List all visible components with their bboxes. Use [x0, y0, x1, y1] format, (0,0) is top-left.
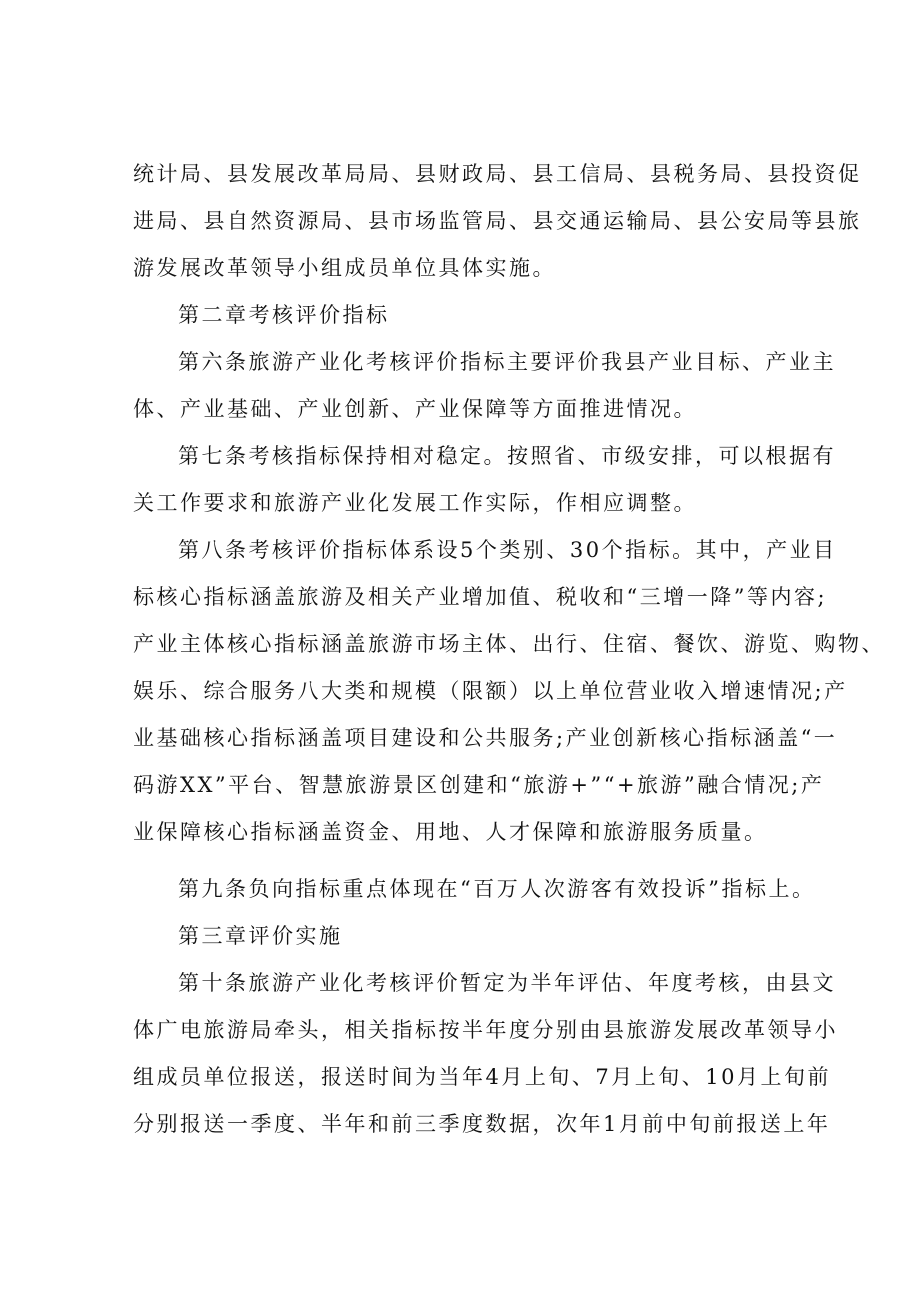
text-line: 业基础核心指标涵盖项目建设和公共服务;产业创新核心指标涵盖“一 — [133, 726, 838, 750]
text-line: 统计局、县发展改革局局、县财政局、县工信局、县税务局、县投资促 — [133, 162, 862, 186]
text-line: 关工作要求和旅游产业化发展工作实际，作相应调整。 — [133, 491, 697, 515]
text-line: 分别报送一季度、半年和前三季度数据，次年1月前中旬前报送上年 — [133, 1112, 831, 1136]
text-line: 第八条考核评价指标体系设5个类别、30个指标。其中，产业目 — [178, 538, 837, 562]
chapter-heading: 第三章评价实施 — [178, 924, 343, 948]
text-line: 体广电旅游局牵头，相关指标按半年度分别由县旅游发展改革领导小 — [133, 1018, 838, 1042]
text-line: 标核心指标涵盖旅游及相关产业增加值、税收和“三增一降”等内容; — [133, 585, 828, 609]
text-line: 进局、县自然资源局、县市场监管局、县交通运输局、县公安局等县旅 — [133, 209, 862, 233]
text-line: 第十条旅游产业化考核评价暂定为半年评估、年度考核，由县文 — [178, 971, 836, 995]
text-line: 第九条负向指标重点体现在“百万人次游客有效投诉”指标上。 — [178, 877, 816, 901]
text-line: 第七条考核指标保持相对稳定。按照省、市级安排，可以根据有 — [178, 444, 836, 468]
text-line: 码游XX”平台、智慧旅游景区创建和“旅游+”“+旅游”融合情况;产 — [133, 773, 825, 797]
paragraph-gap — [133, 859, 793, 869]
text-line: 业保障核心指标涵盖资金、用地、人才保障和旅游服务质量。 — [133, 820, 768, 844]
text-line: 娱乐、综合服务八大类和规模（限额）以上单位营业收入增速情况;产 — [133, 679, 848, 703]
document-body — [133, 154, 885, 1151]
chapter-heading: 第二章考核评价指标 — [178, 303, 390, 327]
text-line: 第六条旅游产业化考核评价指标主要评价我县产业目标、产业主 — [178, 350, 836, 374]
text-line: 组成员单位报送，报送时间为当年4月上旬、7月上旬、10月上旬前 — [133, 1065, 831, 1089]
text-line: 体、产业基础、产业创新、产业保障等方面推进情况。 — [133, 397, 697, 421]
text-line: 游发展改革领导小组成员单位具体实施。 — [133, 256, 556, 280]
text-line: 产业主体核心指标涵盖旅游市场主体、出行、住宿、餐饮、游览、购物、 — [133, 632, 885, 656]
